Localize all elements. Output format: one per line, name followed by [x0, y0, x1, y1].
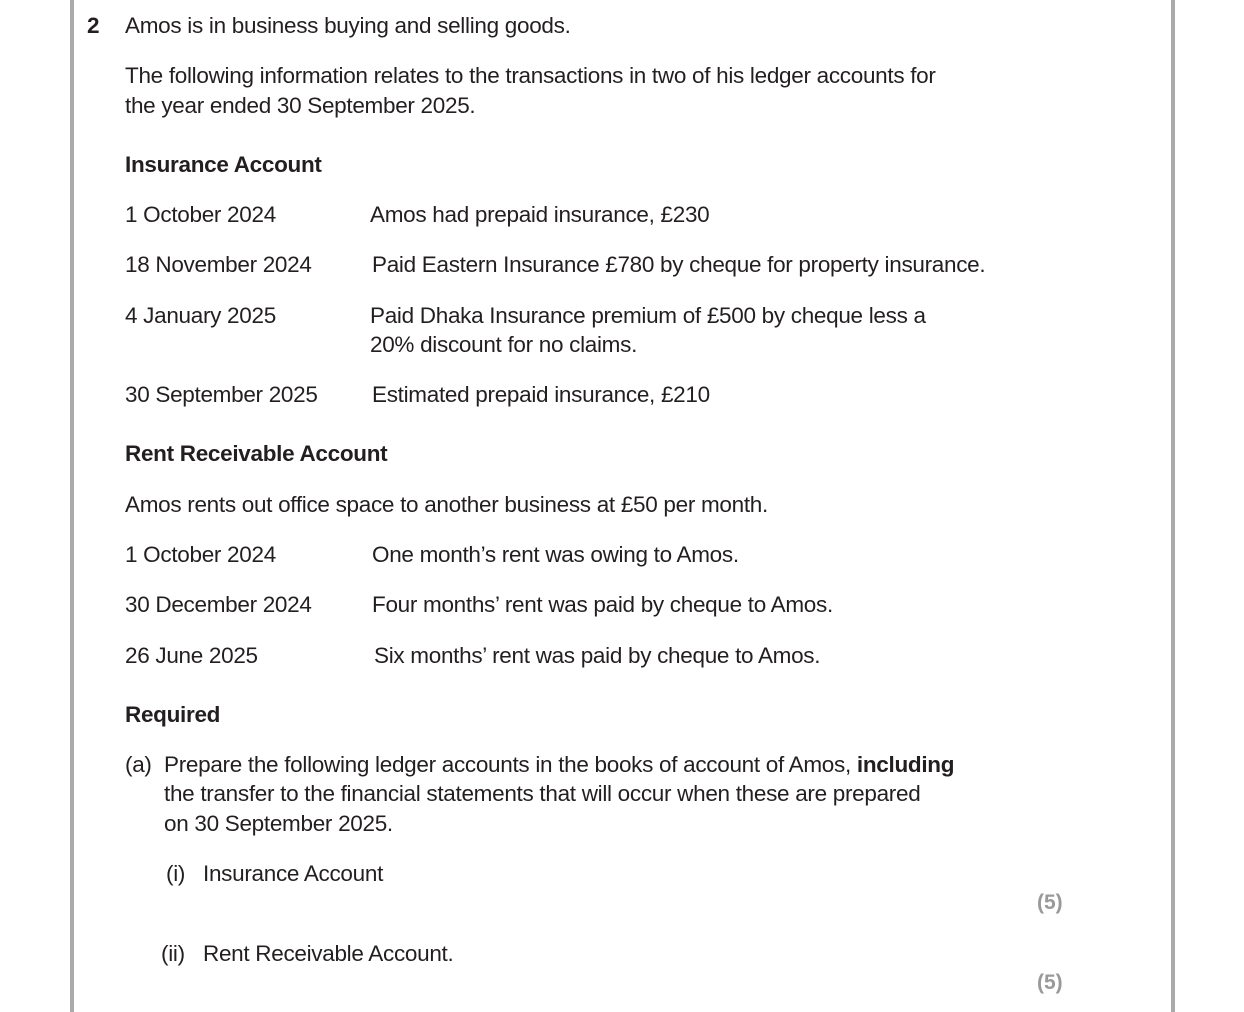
entry-text: One month’s rent was owing to Amos. — [372, 542, 739, 567]
context-line-2: the year ended 30 September 2025. — [125, 93, 476, 118]
part-a-emphasis: including — [856, 752, 955, 777]
page-right-border — [1171, 0, 1175, 1012]
entry-text: Paid Dhaka Insurance premium of £500 by cheque less a — [370, 303, 926, 328]
part-a-line-2: the transfer to the financial statements that will occur when these are prepared — [164, 781, 921, 806]
question-intro: Amos is in business buying and selling goods. — [125, 13, 571, 38]
marks-badge: (5) — [1037, 891, 1063, 914]
entry-date: 4 January 2025 — [125, 303, 276, 328]
entry-text: Six months’ rent was paid by cheque to Amos. — [374, 643, 821, 668]
part-a-label: (a) — [125, 752, 152, 777]
entry-date: 18 November 2024 — [125, 252, 312, 277]
entry-date: 30 December 2024 — [125, 592, 312, 617]
entry-text: Amos had prepaid insurance, £230 — [370, 202, 710, 227]
rent-intro: Amos rents out office space to another business at £50 per month. — [125, 492, 768, 517]
entry-date: 1 October 2024 — [125, 202, 276, 227]
sub-part-label: (ii) — [161, 941, 185, 966]
rent-heading: Rent Receivable Account — [125, 441, 388, 466]
part-a-line-3: on 30 September 2025. — [164, 811, 393, 836]
sub-part-text: Insurance Account — [203, 861, 384, 886]
required-heading: Required — [125, 702, 221, 727]
entry-date: 30 September 2025 — [125, 382, 318, 407]
sub-part-text: Rent Receivable Account. — [203, 941, 454, 966]
insurance-heading: Insurance Account — [125, 152, 322, 177]
page-left-border — [70, 0, 74, 1012]
entry-text: Estimated prepaid insurance, £210 — [372, 382, 710, 407]
entry-date: 1 October 2024 — [125, 542, 276, 567]
entry-date: 26 June 2025 — [125, 643, 258, 668]
part-a-line-1 — [164, 750, 954, 779]
question-number: 2 — [87, 13, 100, 38]
part-a-line-1-text: Prepare the following ledger accounts in the books of account of Amos, — [164, 752, 851, 777]
marks-badge: (5) — [1037, 971, 1063, 994]
sub-part-label: (i) — [166, 861, 186, 886]
entry-text: Paid Eastern Insurance £780 by cheque for property insurance. — [372, 252, 986, 277]
entry-text-continued: 20% discount for no claims. — [370, 332, 638, 357]
entry-text: Four months’ rent was paid by cheque to Amos. — [372, 592, 833, 617]
context-line-1: The following information relates to the transactions in two of his ledger accounts for — [125, 63, 936, 88]
